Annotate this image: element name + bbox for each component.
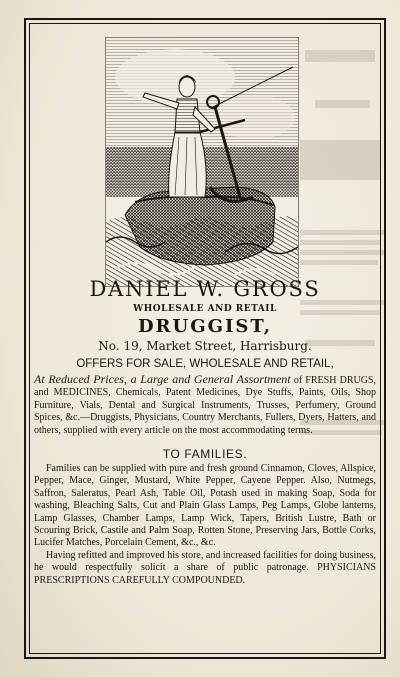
ad-border [24, 18, 386, 659]
closing-paragraph: Having refitted and improved his store, and increased facilities for doing business, he would respectfully solicit a share of public patronage. PHYSICIANS PRESCRIPTIONS CAREFULLY COMPOUNDED. [34, 549, 376, 586]
business-name: DANIEL W. GROSS [89, 277, 321, 301]
profession-heading: DRUGGIST, [137, 316, 273, 337]
offers-line: OFFERS FOR SALE, WHOLESALE AND RETAIL, [76, 358, 334, 370]
address-line: No. 19, Market Street, Harrisburg. [98, 339, 312, 353]
assortment-body: of FRESH DRUGS, and MEDICINES, Chemicals, Patent Medicines, Dye Stuffs, Paints, Oils, Shop Furniture, Vials, Dental and Surgical Instruments, Trusses, Perfumery, Ground Spices, &c.—Druggists, Physicians, Country Merchants, Fullers, Dyers, Hatters, and others, supplied with every article on the most accommodating terms. [34, 375, 376, 436]
hope-with-anchor-engraving [105, 37, 299, 287]
assortment-paragraph [34, 373, 376, 437]
families-paragraph: Families can be supplied with pure and fresh ground Cinnamon, Cloves, Allspice, Pepper, Mace, Ginger, Mustard, White Pepper, Cayene Pepper. Also, Nutmegs, Saffron, Saleratus, Pearl Ash, Table Oil, Potash used in making Soap, Soda for washing, Bleaching Salts, Cut and Plain Glass Lamps, Peg Lamps, Globe lanterns, Lamp Glasses, Chamber Lamps, Lamp Wick, Tapers, British Lustre, Bath or Scouring Brick, Castile and Palm Soap, Rotten Stone, Preserving Jars, Bottle Corks, Lucifer Matches, Porcelain Cement, &c., &c. [34, 463, 376, 549]
ad-text [34, 272, 376, 587]
assortment-intro: At Reduced Prices, a Large and General Assortment [34, 372, 291, 386]
families-heading: TO FAMILIES. [162, 447, 248, 462]
wholesale-retail-subtitle: WHOLESALE AND RETAIL [133, 304, 277, 314]
